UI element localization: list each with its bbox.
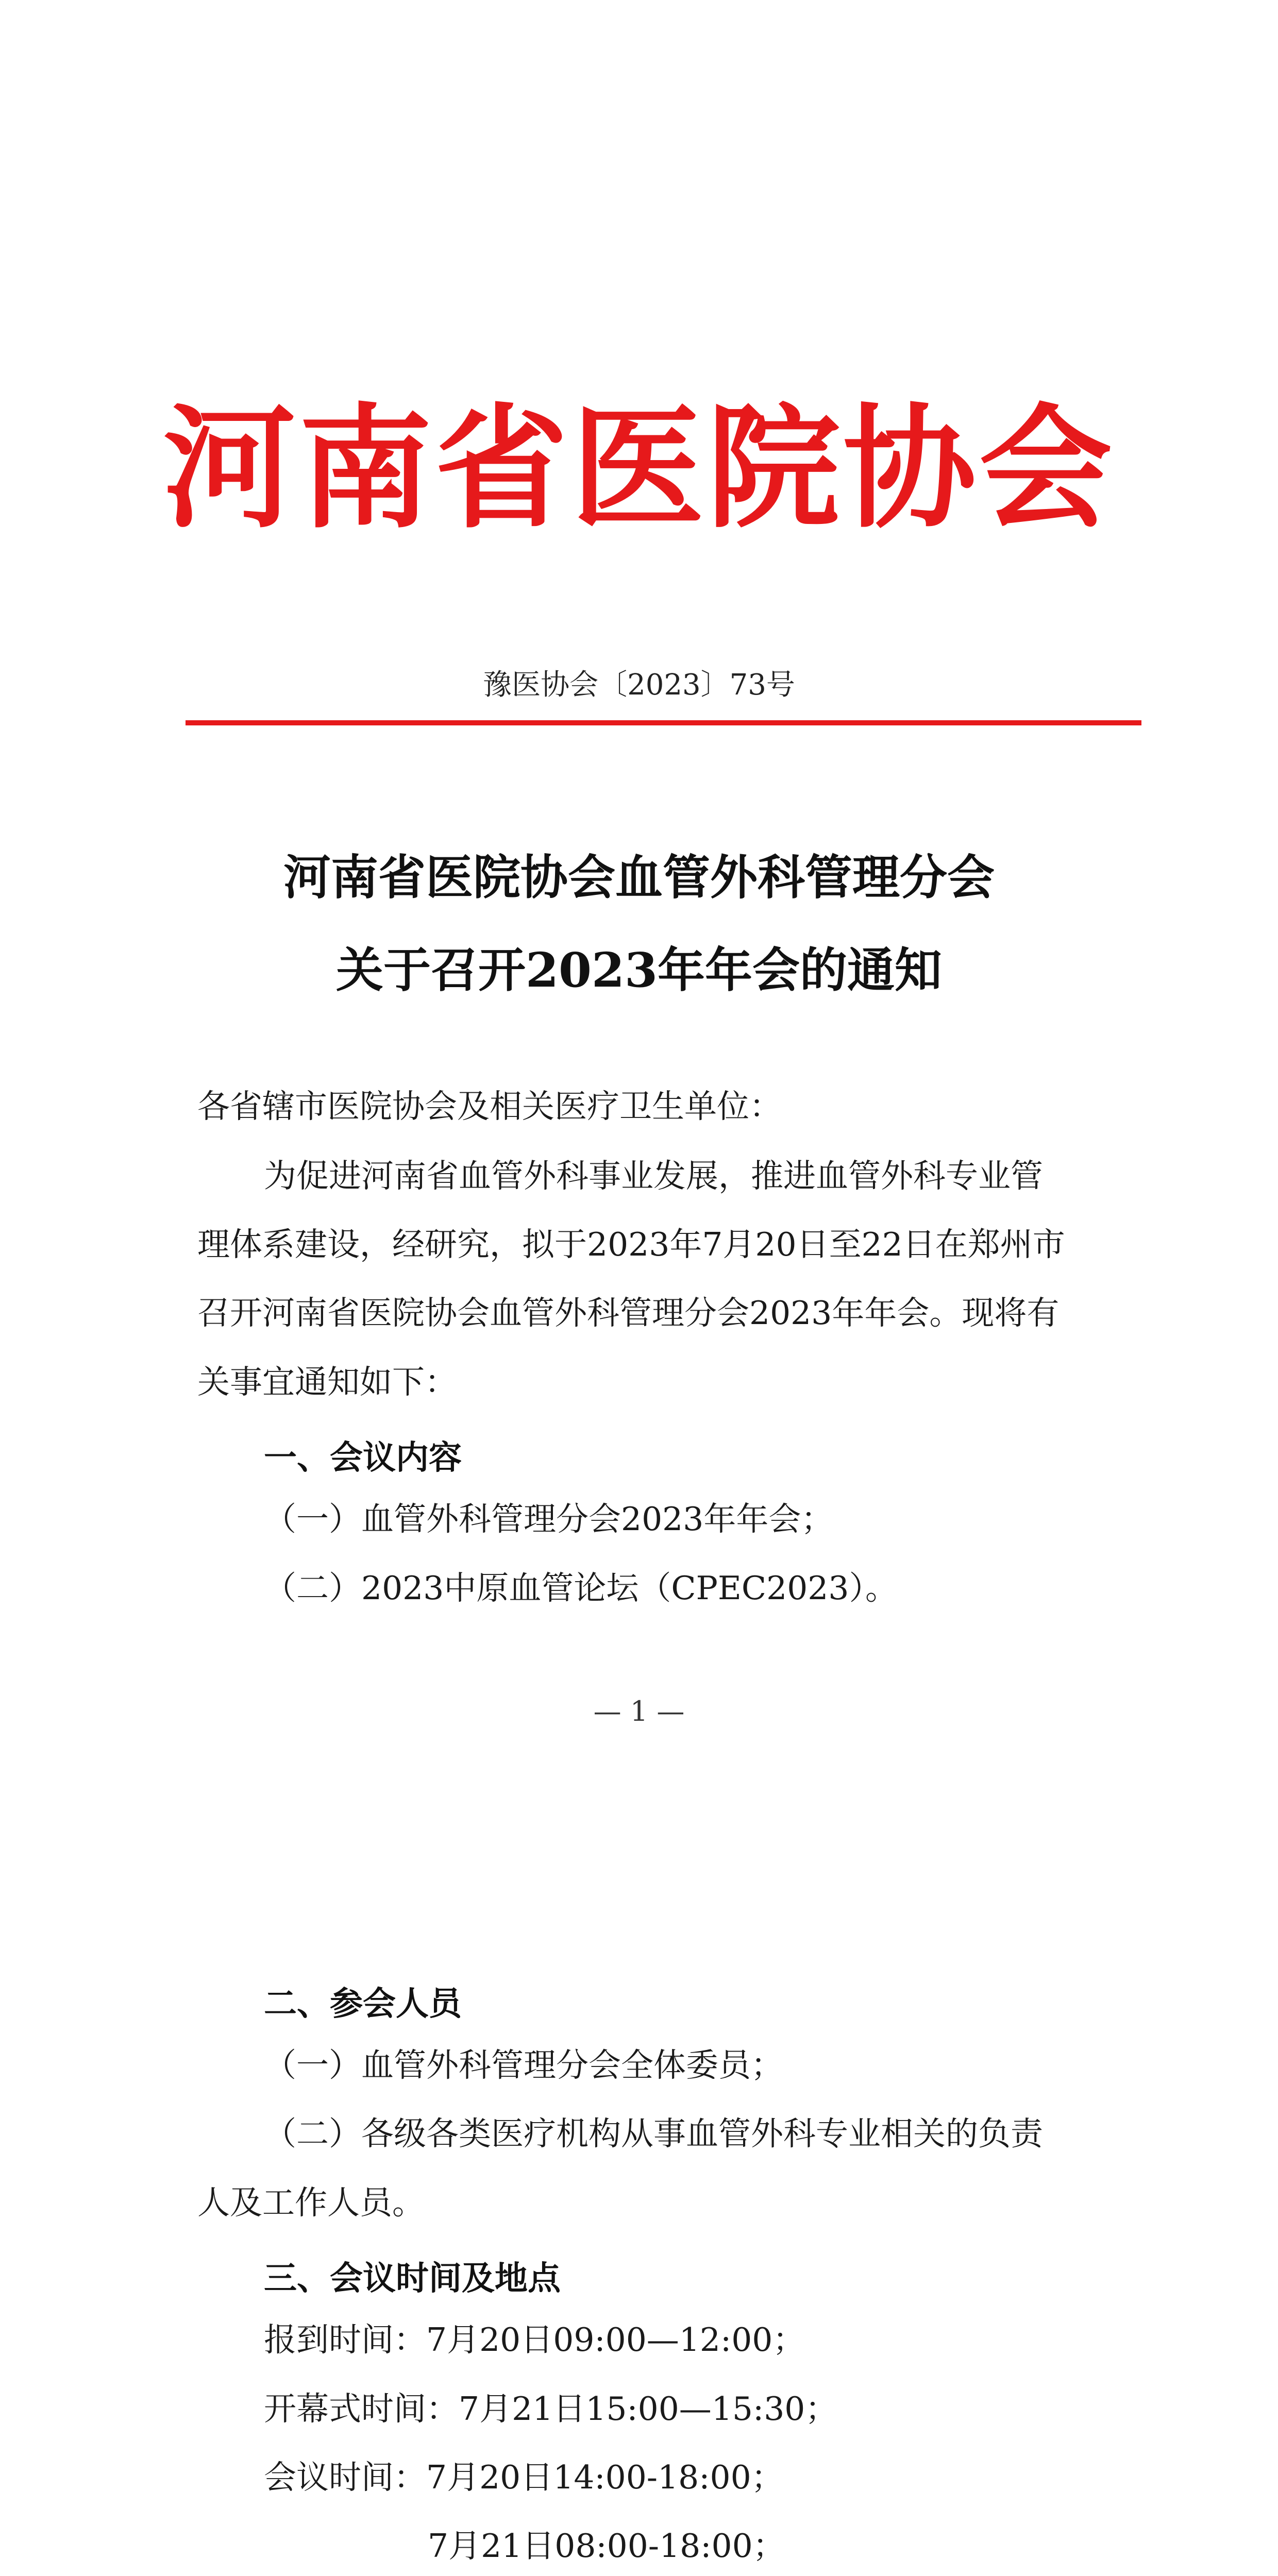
salutation: 各省辖市医院协会及相关医疗卫生单位： <box>197 1088 782 1125</box>
section-3-heading: 三、会议时间及地点 <box>264 2260 561 2298</box>
section-1-item-1: （一）血管外科管理分会2023年年会； <box>264 1500 834 1538</box>
section-2-item-2-line-1: （二）各级各类医疗机构从事血管外科专业相关的负责 <box>264 2115 1043 2153</box>
section-2-heading: 二、参会人员 <box>264 1985 462 2023</box>
intro-line-1: 为促进河南省血管外科事业发展，推进血管外科专业管 <box>264 1157 1043 1195</box>
section-2-item-2-line-2: 人及工作人员。 <box>197 2184 425 2222</box>
meeting-time-2: 7月21日08:00-18:00； <box>428 2527 785 2565</box>
intro-line-2: 理体系建设，经研究，拟于2023年7月20日至22日在郑州市 <box>197 1226 1065 1263</box>
meeting-time-1: 会议时间：7月20日14:00-18:00； <box>264 2459 784 2496</box>
notice-title-line2: 关于召开2023年年会的通知 <box>335 942 943 998</box>
intro-line-4: 关事宜通知如下： <box>197 1363 457 1401</box>
checkin-time: 报到时间：7月20日09:00—12:00； <box>264 2321 805 2359</box>
section-1-heading: 一、会议内容 <box>264 1439 462 1477</box>
section-1-item-2: （二）2023中原血管论坛（CPEC2023）。 <box>264 1569 898 1607</box>
notice-title-line1: 河南省医院协会血管外科管理分会 <box>283 850 995 905</box>
document-number: 豫医协会〔2023〕73号 <box>483 668 795 702</box>
org-title-header: 河南省医院协会 <box>163 390 1115 546</box>
red-divider-line <box>186 720 1141 725</box>
opening-time: 开幕式时间：7月21日15:00—15:30； <box>264 2390 838 2428</box>
section-2-item-1: （一）血管外科管理分会全体委员； <box>264 2046 783 2084</box>
page-number-1: — 1 — <box>593 1695 685 1727</box>
intro-line-3: 召开河南省医院协会血管外科管理分会2023年年会。现将有 <box>197 1294 1060 1332</box>
